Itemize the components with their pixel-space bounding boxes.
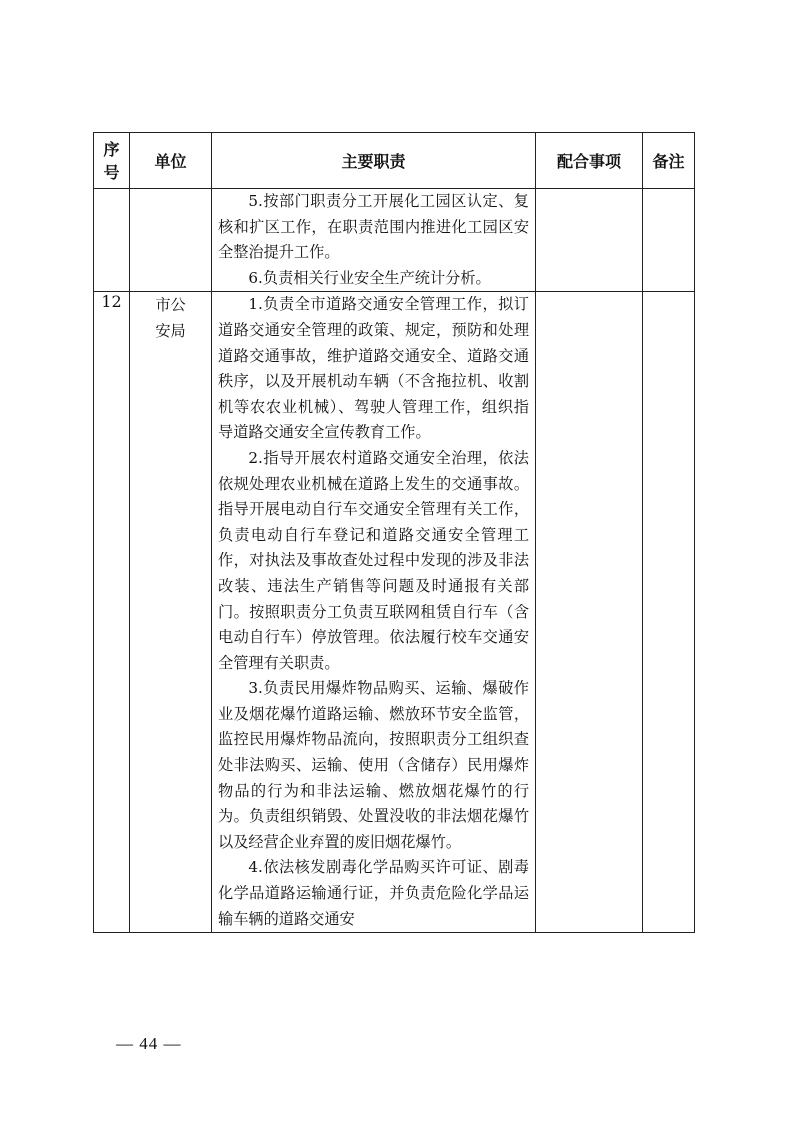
row-duties <box>212 189 536 292</box>
row-seq <box>94 189 130 292</box>
header-unit: 单位 <box>130 133 212 189</box>
row-unit <box>130 189 212 292</box>
row-duties <box>212 292 536 933</box>
duty-table <box>93 132 695 933</box>
table-header-row <box>94 133 695 189</box>
duty-paragraph: 2.指导开展农村道路交通安全治理，依法依规处理农业机械在道路上发生的交通事故。指导开展电动自行车交通安全管理有关工作，负责电动自行车登记和道路交通安全管理工作，对执法及事故查处过程中发现的涉及非法改装、违法生产销售等问题及时通报有关部门。按照职责分工负责互联网租赁自行车（含电动自行车）停放管理。依法履行校车交通安全管理有关职责。 <box>218 448 529 672</box>
duty-paragraph: 6.负责相关行业安全生产统计分析。 <box>248 268 491 287</box>
row-coop <box>536 292 643 933</box>
row-unit <box>130 292 212 933</box>
table-row <box>94 292 695 933</box>
header-duties: 主要职责 <box>212 133 536 189</box>
row-notes <box>643 189 695 292</box>
header-notes: 备注 <box>643 133 695 189</box>
page-number: — 44 — <box>116 1034 182 1053</box>
row-notes <box>643 292 695 933</box>
duty-paragraph: 3.负责民用爆炸物品购买、运输、爆破作业及烟花爆竹道路运输、燃放环节安全监管，监控民用爆炸物品流向，按照职责分工组织查处非法购买、运输、使用（含储存）民用爆炸物品的行为和非法运输、燃放烟花爆竹的行为。负责组织销毁、处置没收的非法烟花爆竹以及经营企业弃置的废旧烟花爆竹。 <box>218 679 529 851</box>
duty-paragraph: 1.负责全市道路交通安全管理工作，拟订道路交通安全管理的政策、规定，预防和处理道路交通事故，维护道路交通安全、道路交通秩序，以及开展机动车辆（不含拖拉机、收割机等农农业机械）、驾驶人管理工作，组织指导道路交通安全宣传教育工作。 <box>218 295 529 442</box>
header-seq: 序 号 <box>94 133 130 189</box>
header-coop: 配合事项 <box>536 133 643 189</box>
duty-paragraph: 4.依法核发剧毒化学品购买许可证、剧毒化学品道路运输通行证，并负责危险化学品运输车辆的道路交通安 <box>218 858 529 928</box>
row-coop <box>536 189 643 292</box>
row-seq: 12 <box>94 292 130 933</box>
duty-paragraph: 5.按部门职责分工开展化工园区认定、复核和扩区工作，在职责范围内推进化工园区安全整治提升工作。 <box>218 192 529 262</box>
table-row <box>94 189 695 292</box>
row-unit-text: 市公安局 <box>155 296 186 341</box>
